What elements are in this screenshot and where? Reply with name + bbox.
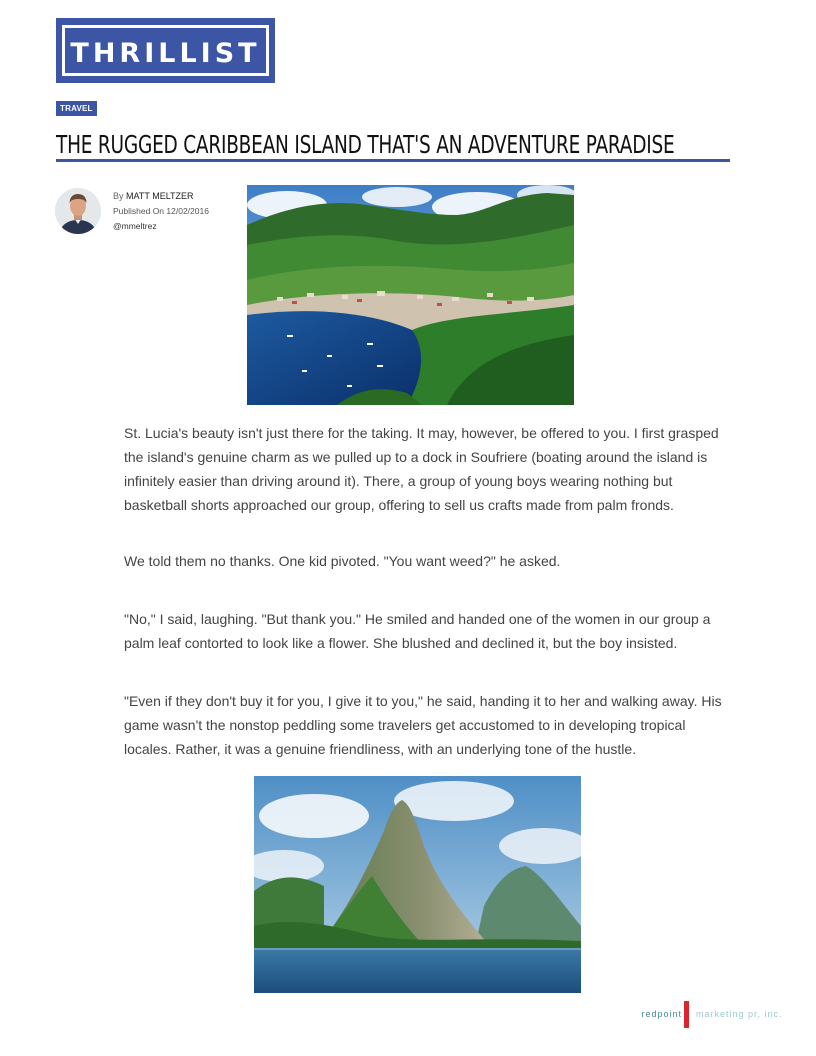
soufriere-bay-photo (247, 185, 574, 405)
footer-company: redpoint (641, 1009, 682, 1019)
article-paragraph: "No," I said, laughing. "But thank you." He smiled and handed one of the women in our group a palm leaf contorted to look like a flower. She blushed and declined it, but the boy insisted. (124, 611, 711, 651)
article-title: THE RUGGED CARIBBEAN ISLAND THAT'S AN ADVENTURE PARADISE (56, 130, 675, 159)
pitons-photo (254, 776, 581, 993)
author-prefix: By (113, 191, 124, 201)
pitons-illustration (254, 776, 581, 993)
logo-text: THRILLIST (70, 38, 261, 69)
article-paragraph: We told them no thanks. One kid pivoted. "You want weed?" he asked. (124, 553, 561, 569)
byline (113, 189, 209, 234)
category-tag[interactable]: TRAVEL (56, 101, 97, 116)
article-paragraph: "Even if they don't buy it for you, I give it to you," he said, handing it to her and walking away. His game wasn't the nonstop peddling some travelers get accustomed to in developing tropical locales. Rather, it was a genuine friendliness, with an underlying tone of the hustle. (124, 693, 722, 757)
footer-tagline: marketing pr, inc. (696, 1009, 783, 1019)
logo-frame (62, 25, 269, 76)
publish-date: Published On 12/02/2016 (113, 206, 209, 216)
author-portrait (55, 188, 101, 234)
author-avatar[interactable] (55, 188, 101, 234)
author-handle[interactable]: @mmeltrez (113, 221, 157, 231)
soufriere-bay-illustration (247, 185, 574, 405)
footer-divider (684, 1001, 689, 1028)
author-name[interactable]: MATT MELTZER (126, 191, 194, 201)
footer-branding (617, 1001, 797, 1029)
thrillist-logo[interactable] (56, 18, 275, 83)
title-underline (56, 159, 730, 162)
article-paragraph: St. Lucia's beauty isn't just there for the taking. It may, however, be offered to you. I first grasped the island's genuine charm as we pulled up to a dock in Soufriere (boating around the island is infinitely easier than driving around it). There, a group of young boys wearing nothing but basketball shorts approached our group, offering to sell us crafts made from palm fronds. (124, 425, 719, 513)
